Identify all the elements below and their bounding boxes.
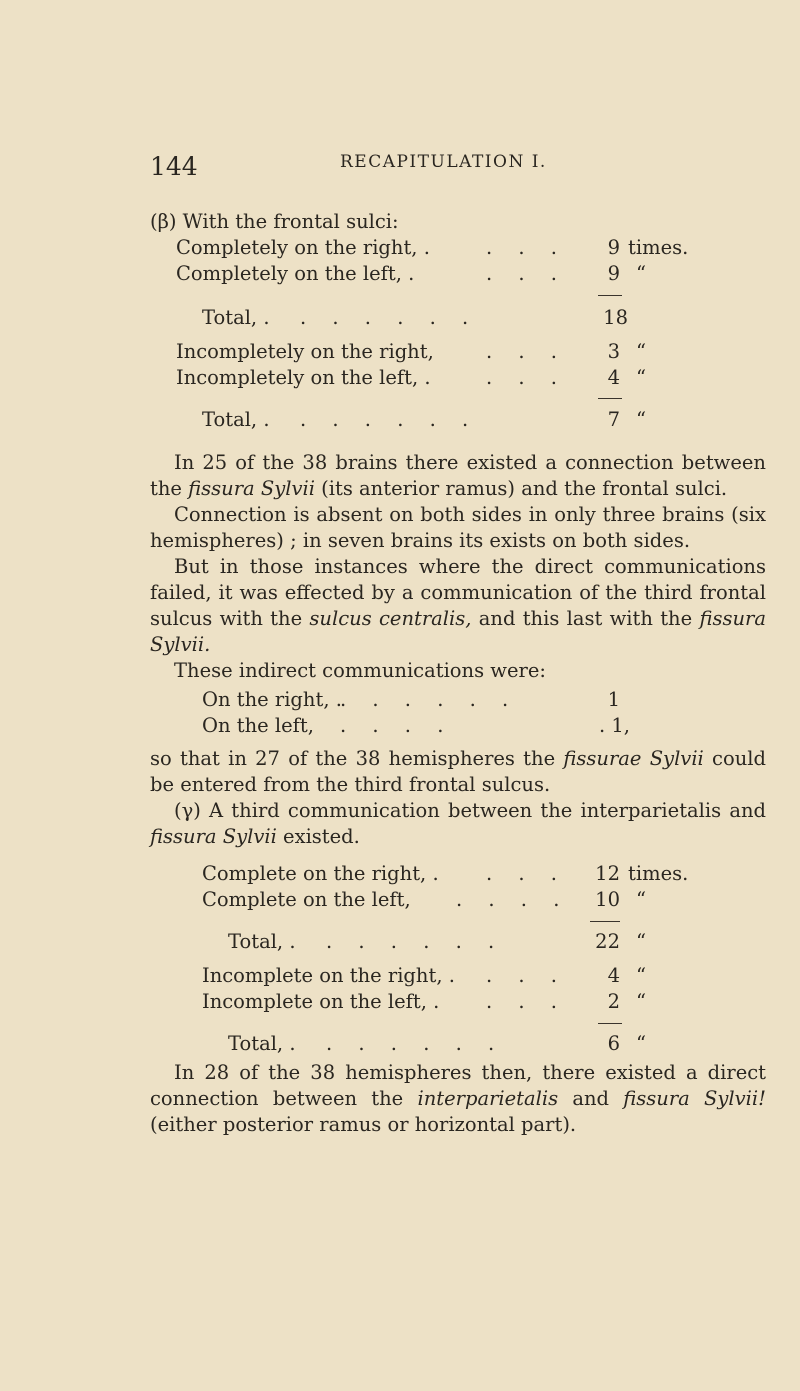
beta-row-unit: “ [636, 262, 646, 285]
paragraph-indirect [150, 554, 766, 658]
beta-row-value: 3 [607, 340, 620, 363]
gamma-row-dots: . . . [486, 990, 567, 1013]
text-run: (γ) A third communication between the interparietalis and [174, 799, 766, 822]
gamma-row-value: 2 [607, 990, 620, 1013]
beta-row-dots: . . . . . . [300, 306, 479, 329]
paragraph-conclusion [150, 1060, 766, 1138]
italic-term: fissura Sylvii! [623, 1087, 766, 1110]
gamma-row-label: Incomplete on the left, . [202, 990, 440, 1013]
beta-row-dots: . . . [486, 236, 567, 259]
gamma-row-unit: “ [636, 1032, 646, 1055]
beta-row-unit: “ [636, 340, 646, 363]
beta-row-label: Incompletely on the left, . [176, 366, 431, 389]
text-run: In 28 of the 38 hemispheres then, there existed a direct connection between the [150, 1061, 766, 1110]
gamma-row-dots: . . . . . . [326, 930, 505, 953]
beta-row-unit: “ [636, 366, 646, 389]
gamma-row-unit: “ [636, 964, 646, 987]
sum-rule [598, 295, 622, 296]
italic-term: interparietalis [417, 1087, 559, 1110]
gamma-row-value: 10 [595, 888, 620, 911]
text-run: and [558, 1087, 624, 1110]
gamma-row-label: Complete on the right, . [202, 862, 439, 885]
beta-row-unit: “ [636, 408, 646, 431]
sum-rule [590, 921, 620, 922]
gamma-row-value: 12 [595, 862, 620, 885]
italic-term: fissura Sylvii [188, 477, 315, 500]
text-run: In 25 of the 38 brains there existed a connection between the [150, 451, 766, 500]
gamma-row-label: Incomplete on the right, . [202, 964, 455, 987]
indirect-row-dots: . . . . . . [340, 688, 519, 711]
gamma-row-dots: . . . [486, 964, 567, 987]
paragraph-connection [150, 450, 766, 502]
paragraph-entered [150, 746, 766, 798]
gamma-row-label: Total, . [228, 930, 296, 953]
paragraph-absent: Connection is absent on both sides in only three brains (six hemispheres) ; in seven brains its exists on both sides. [150, 503, 766, 552]
beta-row-label: Completely on the left, . [176, 262, 415, 285]
text-run: But in those instances where the direct communications failed, it was effected by a communication of the third frontal sulcus with the [150, 555, 766, 630]
beta-row-dots: . . . [486, 262, 567, 285]
beta-row-dots: . . . . . . [300, 408, 479, 431]
beta-row-value: 9 [607, 262, 620, 285]
indirect-row-dots: . . . . [340, 714, 454, 737]
beta-row-value: 7 [607, 408, 620, 431]
gamma-row-value: 22 [595, 930, 620, 953]
beta-row-label: Incompletely on the right, [176, 340, 434, 363]
indirect-row-value: . 1, [598, 714, 630, 737]
italic-term: fissurae Sylvii [563, 747, 704, 770]
text-run: could be entered from the third frontal sulcus. [150, 747, 766, 796]
gamma-row-value: 6 [607, 1032, 620, 1055]
beta-row-label: Total, . [202, 408, 270, 431]
gamma-row-unit: “ [636, 990, 646, 1013]
indirect-row-value: 1 [607, 688, 620, 711]
beta-row-dots: . . . [486, 340, 567, 363]
beta-row-value: 4 [607, 366, 620, 389]
gamma-row-unit: “ [636, 930, 646, 953]
gamma-row-dots: . . . . [456, 888, 570, 911]
gamma-row-unit: times. [628, 862, 689, 885]
gamma-row-value: 4 [607, 964, 620, 987]
section-beta-heading: (β) With the frontal sulci: [150, 210, 399, 233]
beta-row-dots: . . . [486, 366, 567, 389]
beta-row-value: 18 [603, 306, 628, 329]
page-number: 144 [150, 152, 198, 181]
gamma-row-dots: . . . . . . [326, 1032, 505, 1055]
text-run: (either posterior ramus or horizontal part). [150, 1113, 577, 1136]
beta-row-label: Completely on the right, . [176, 236, 430, 259]
sum-rule [598, 1023, 622, 1024]
italic-term: fissura Sylvii [150, 825, 277, 848]
beta-row-value: 9 [607, 236, 620, 259]
paragraph-gamma [150, 798, 766, 850]
gamma-row-label: Total, . [228, 1032, 296, 1055]
indirect-row-label: On the left, [202, 714, 314, 737]
gamma-row-unit: “ [636, 888, 646, 911]
gamma-row-dots: . . . [486, 862, 567, 885]
italic-term: sulcus centralis, [309, 607, 472, 630]
sum-rule [598, 398, 622, 399]
text-run: and this last with the [471, 607, 700, 630]
text-run: (its anterior ramus) and the frontal sulci. [314, 477, 728, 500]
text-run: so that in 27 of the 38 hemispheres the [150, 747, 564, 770]
beta-row-unit: times. [628, 236, 689, 259]
beta-row-label: Total, . [202, 306, 270, 329]
indirect-row-label: On the right, . [202, 688, 342, 711]
italic-term: fissura Sylvii. [150, 607, 766, 656]
paragraph-indirect-intro: These indirect communications were: [174, 659, 546, 682]
gamma-row-label: Complete on the left, [202, 888, 411, 911]
text-run: existed. [276, 825, 360, 848]
running-header-title: RECAPITULATION I. [340, 152, 547, 172]
